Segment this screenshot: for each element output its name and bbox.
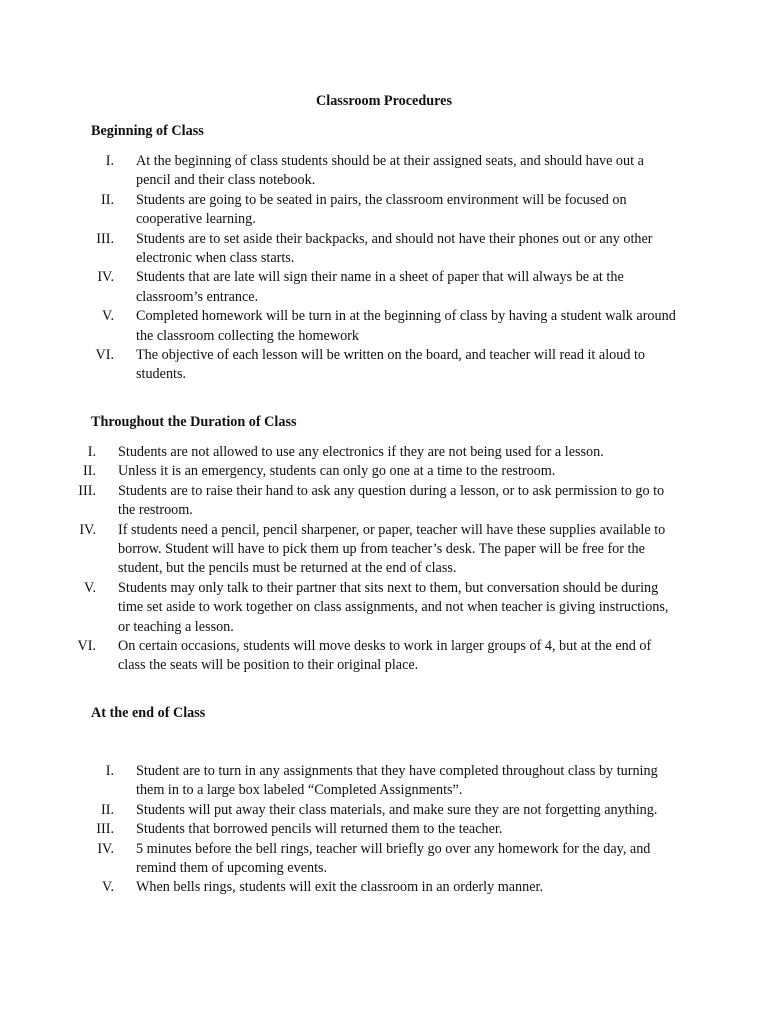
- end-of-class-list: [80, 762, 680, 898]
- list-item-text: 5 minutes before the bell rings, teacher will briefly go over any homework for the day, and remind them of upcoming events.: [136, 840, 651, 877]
- list-item-number: IV.: [79, 521, 96, 538]
- beginning-of-class-list: [80, 152, 680, 385]
- list-item-number: III.: [96, 821, 114, 838]
- list-item: [80, 820, 680, 839]
- list-item-number: V.: [102, 879, 114, 896]
- list-item-text: If students need a pencil, pencil sharpener, or paper, teacher will have these supplies available to borrow. Student will have to pick them up from teacher’s desk. The paper will be free for the student, but the pencils must be returned at the end of class.: [118, 521, 666, 577]
- list-item-text: Students are going to be seated in pairs, the classroom environment will be focused on cooperative learning.: [136, 191, 627, 228]
- list-item-text: Students are to set aside their backpacks, and should not have their phones out or any other electronic when class starts.: [136, 230, 653, 267]
- list-item-number: II.: [101, 801, 114, 818]
- list-item-number: III.: [78, 482, 96, 499]
- list-item-text: At the beginning of class students should be at their assigned seats, and should have out a pencil and their class notebook.: [136, 153, 644, 189]
- list-item-number: I.: [87, 444, 96, 460]
- section-heading-beginning: Beginning of Class: [91, 123, 204, 139]
- list-item: [80, 762, 680, 801]
- list-item-text: When bells rings, students will exit the classroom in an orderly manner.: [136, 879, 544, 896]
- list-item: [80, 152, 680, 191]
- list-item: [80, 230, 680, 269]
- list-item-text: Students will put away their class materials, and make sure they are not forgetting anything.: [136, 801, 658, 818]
- page-title: Classroom Procedures: [316, 93, 452, 109]
- list-item-number: VI.: [77, 638, 96, 655]
- list-item: [80, 878, 680, 897]
- list-item-text: Students are not allowed to use any electronics if they are not being used for a lesson.: [118, 444, 604, 460]
- section-heading-end: At the end of Class: [91, 705, 206, 721]
- list-item-text: Completed homework will be turn in at the beginning of class by having a student walk around the classroom collecting the homework: [136, 308, 676, 344]
- list-item-text: On certain occasions, students will move desks to work in larger groups of 4, but at the end of class the seats will be position to their original place.: [118, 638, 652, 674]
- list-item: [60, 462, 674, 481]
- list-item: [80, 346, 680, 385]
- list-item-number: IV.: [97, 269, 114, 286]
- list-item: [80, 268, 680, 307]
- list-item: [60, 637, 674, 676]
- list-item-number: IV.: [97, 840, 114, 857]
- list-item-number: II.: [83, 463, 96, 480]
- list-item-text: Students are to raise their hand to ask any question during a lesson, or to ask permission to go to the restroom.: [118, 482, 665, 519]
- list-item-text: The objective of each lesson will be written on the board, and teacher will read it aloud to students.: [136, 347, 645, 383]
- list-item-number: V.: [84, 579, 96, 596]
- list-item-number: I.: [105, 763, 114, 779]
- list-item-text: Unless it is an emergency, students can only go one at a time to the restroom.: [118, 463, 556, 480]
- list-item-number: V.: [102, 308, 114, 325]
- list-item: [80, 307, 680, 346]
- list-item: [60, 521, 674, 579]
- list-item: [80, 801, 680, 820]
- list-item-text: Student are to turn in any assignments that they have completed throughout class by turning them in to a large box labeled “Completed Assignments”.: [136, 763, 658, 799]
- list-item: [80, 191, 680, 230]
- list-item-text: Students that are late will sign their name in a sheet of paper that will always be at the classroom’s entrance.: [136, 269, 624, 305]
- throughout-class-list: [60, 443, 674, 676]
- list-item-text: Students may only talk to their partner that sits next to them, but conversation should be during time set aside to work together on class assignments, and not when teacher is giving instructions, or teaching a lesson.: [118, 579, 669, 635]
- list-item-text: Students that borrowed pencils will returned them to the teacher.: [136, 821, 503, 838]
- section-heading-throughout: Throughout the Duration of Class: [91, 414, 297, 430]
- list-item-number: VI.: [95, 347, 114, 364]
- list-item: [60, 443, 674, 462]
- list-item: [60, 482, 674, 521]
- list-item-number: I.: [105, 153, 114, 169]
- list-item: [80, 840, 680, 879]
- list-item-number: III.: [96, 230, 114, 247]
- list-item: [60, 579, 674, 637]
- list-item-number: II.: [101, 191, 114, 208]
